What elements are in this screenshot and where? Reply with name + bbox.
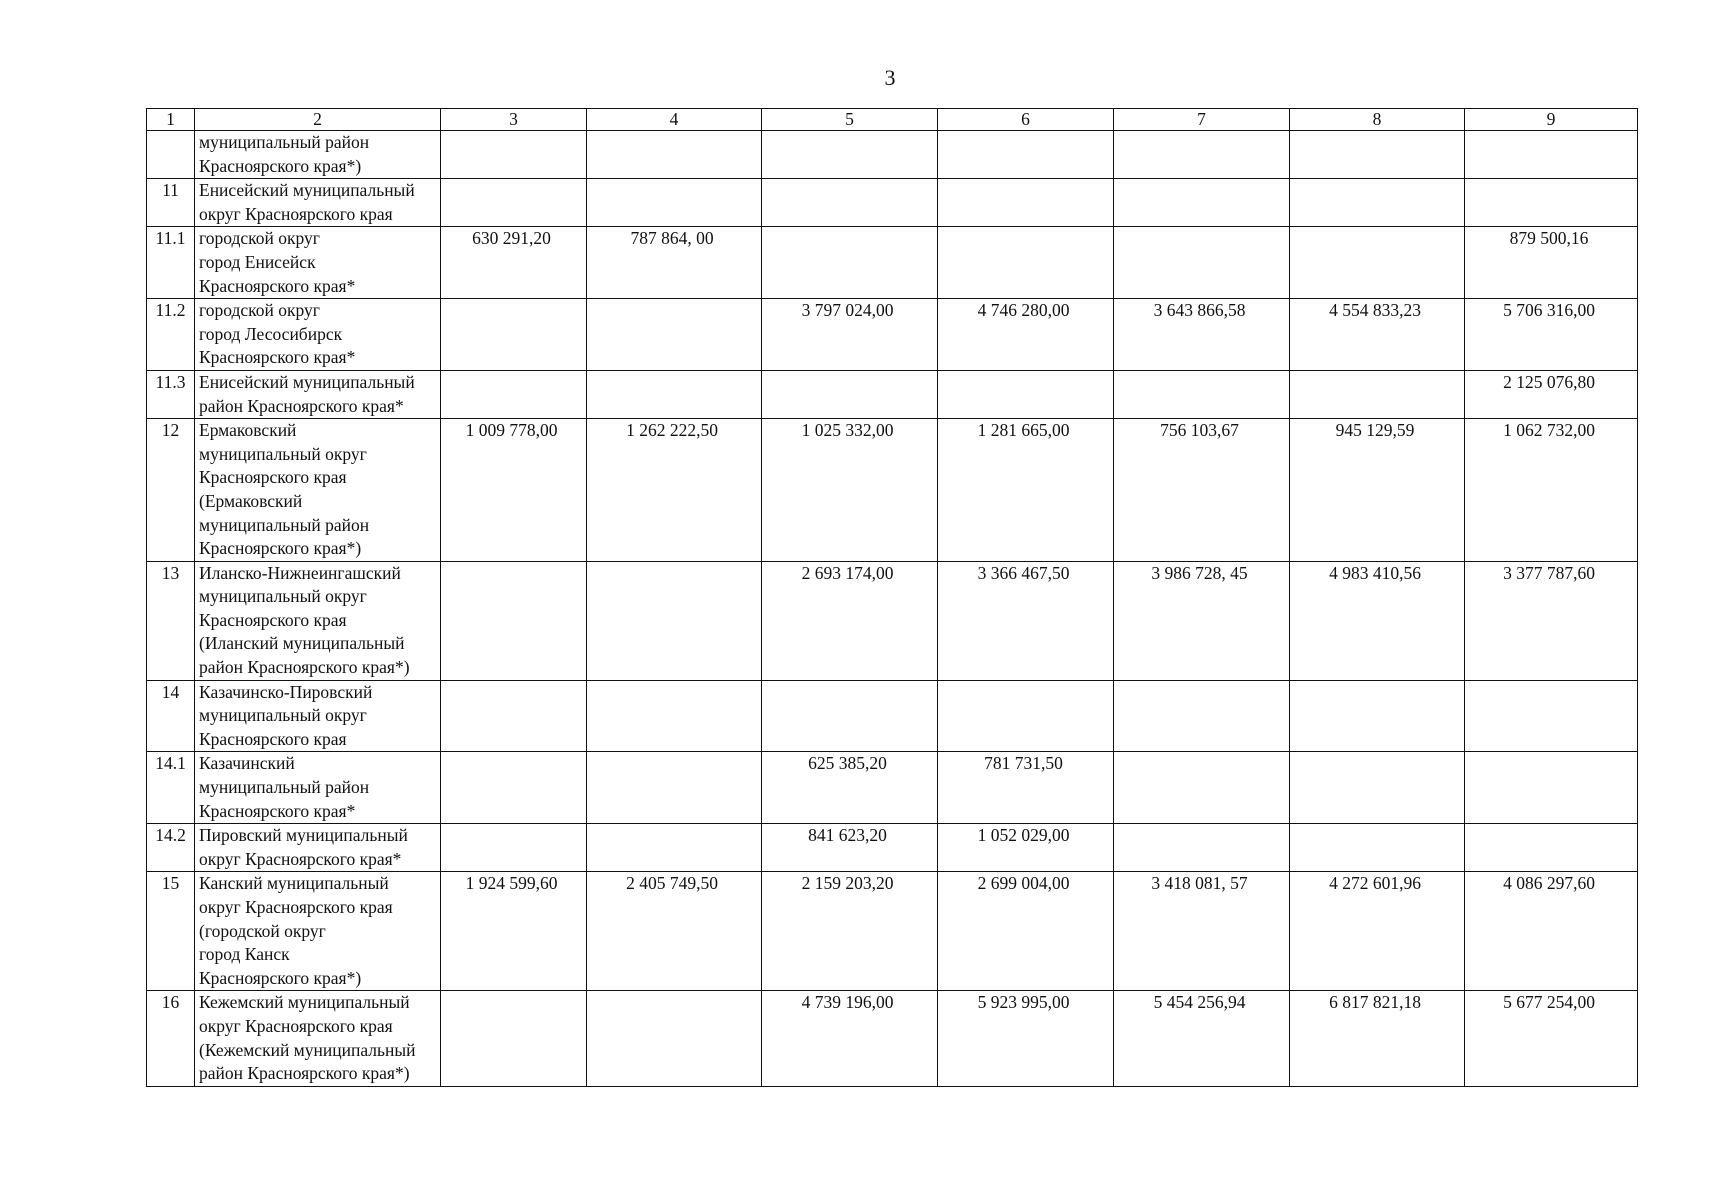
column-header-9: 9 xyxy=(1465,109,1638,131)
value-cell-col-9: 5 706 316,00 xyxy=(1465,299,1638,371)
municipality-name-cell: Енисейский муниципальный округ Красноярского края xyxy=(195,179,441,227)
table-row xyxy=(147,561,1638,680)
value-cell-col-3 xyxy=(441,179,587,227)
page-number: 3 xyxy=(884,65,896,90)
value-cell-col-5: 625 385,20 xyxy=(762,752,938,824)
value-cell-col-7 xyxy=(1114,370,1290,418)
value-cell-col-9: 3 377 787,60 xyxy=(1465,561,1638,680)
value-cell-col-7: 3 986 728, 45 xyxy=(1114,561,1290,680)
value-cell-col-6: 3 366 467,50 xyxy=(938,561,1114,680)
column-header-1: 1 xyxy=(147,109,195,131)
municipality-name-cell: Иланско-Нижнеингашский муниципальный округ Красноярского края (Иланский муниципальный район Красноярского края*) xyxy=(195,561,441,680)
value-cell-col-8 xyxy=(1290,370,1465,418)
table-header xyxy=(147,109,1638,131)
value-cell-col-7 xyxy=(1114,824,1290,872)
value-cell-col-6: 1 052 029,00 xyxy=(938,824,1114,872)
column-header-2: 2 xyxy=(195,109,441,131)
value-cell-col-6 xyxy=(938,227,1114,299)
value-cell-col-6 xyxy=(938,179,1114,227)
value-cell-col-7 xyxy=(1114,680,1290,752)
value-cell-col-8 xyxy=(1290,227,1465,299)
value-cell-col-5 xyxy=(762,227,938,299)
municipality-name-cell: городской округ город Енисейск Красноярского края* xyxy=(195,227,441,299)
value-cell-col-4 xyxy=(587,752,762,824)
value-cell-col-8: 945 129,59 xyxy=(1290,419,1465,562)
value-cell-col-3 xyxy=(441,991,587,1086)
value-cell-col-4 xyxy=(587,370,762,418)
column-header-7: 7 xyxy=(1114,109,1290,131)
value-cell-col-9: 879 500,16 xyxy=(1465,227,1638,299)
municipality-name-cell: муниципальный район Красноярского края*) xyxy=(195,131,441,179)
value-cell-col-3 xyxy=(441,561,587,680)
value-cell-col-5 xyxy=(762,179,938,227)
value-cell-col-8 xyxy=(1290,131,1465,179)
value-cell-col-9 xyxy=(1465,752,1638,824)
table-row xyxy=(147,370,1638,418)
row-number-cell: 11.1 xyxy=(147,227,195,299)
value-cell-col-8: 4 272 601,96 xyxy=(1290,872,1465,991)
table-row xyxy=(147,752,1638,824)
table-row xyxy=(147,824,1638,872)
value-cell-col-7 xyxy=(1114,227,1290,299)
value-cell-col-3 xyxy=(441,680,587,752)
row-number-cell: 11.2 xyxy=(147,299,195,371)
row-number-cell: 14 xyxy=(147,680,195,752)
value-cell-col-7 xyxy=(1114,179,1290,227)
value-cell-col-4 xyxy=(587,299,762,371)
header-row xyxy=(147,109,1638,131)
row-number-cell: 11.3 xyxy=(147,370,195,418)
value-cell-col-7: 756 103,67 xyxy=(1114,419,1290,562)
value-cell-col-4 xyxy=(587,680,762,752)
value-cell-col-5: 3 797 024,00 xyxy=(762,299,938,371)
municipality-name-cell: Пировский муниципальный округ Красноярского края* xyxy=(195,824,441,872)
value-cell-col-4 xyxy=(587,991,762,1086)
value-cell-col-9 xyxy=(1465,131,1638,179)
row-number-cell xyxy=(147,131,195,179)
value-cell-col-7 xyxy=(1114,131,1290,179)
value-cell-col-5 xyxy=(762,370,938,418)
value-cell-col-3: 1 009 778,00 xyxy=(441,419,587,562)
value-cell-col-9: 2 125 076,80 xyxy=(1465,370,1638,418)
value-cell-col-9 xyxy=(1465,179,1638,227)
value-cell-col-4 xyxy=(587,561,762,680)
municipality-name-cell: Ермаковский муниципальный округ Красноярского края (Ермаковский муниципальный район Красноярского края*) xyxy=(195,419,441,562)
value-cell-col-4 xyxy=(587,179,762,227)
value-cell-col-7: 3 418 081, 57 xyxy=(1114,872,1290,991)
value-cell-col-5 xyxy=(762,131,938,179)
value-cell-col-4: 2 405 749,50 xyxy=(587,872,762,991)
municipality-name-cell: Енисейский муниципальный район Красноярского края* xyxy=(195,370,441,418)
municipality-name-cell: городской округ город Лесосибирск Красноярского края* xyxy=(195,299,441,371)
value-cell-col-5 xyxy=(762,680,938,752)
value-cell-col-5: 2 693 174,00 xyxy=(762,561,938,680)
row-number-cell: 13 xyxy=(147,561,195,680)
value-cell-col-3 xyxy=(441,299,587,371)
table-row xyxy=(147,419,1638,562)
value-cell-col-6 xyxy=(938,131,1114,179)
value-cell-col-3 xyxy=(441,370,587,418)
value-cell-col-9: 4 086 297,60 xyxy=(1465,872,1638,991)
municipality-name-cell: Кежемский муниципальный округ Красноярского края (Кежемский муниципальный район Красноярского края*) xyxy=(195,991,441,1086)
value-cell-col-8: 6 817 821,18 xyxy=(1290,991,1465,1086)
value-cell-col-9: 5 677 254,00 xyxy=(1465,991,1638,1086)
value-cell-col-5: 841 623,20 xyxy=(762,824,938,872)
value-cell-col-3: 630 291,20 xyxy=(441,227,587,299)
row-number-cell: 16 xyxy=(147,991,195,1086)
value-cell-col-5: 2 159 203,20 xyxy=(762,872,938,991)
value-cell-col-3: 1 924 599,60 xyxy=(441,872,587,991)
data-table xyxy=(146,108,1638,1087)
table-row xyxy=(147,680,1638,752)
column-header-8: 8 xyxy=(1290,109,1465,131)
value-cell-col-8 xyxy=(1290,179,1465,227)
value-cell-col-5: 1 025 332,00 xyxy=(762,419,938,562)
value-cell-col-7: 5 454 256,94 xyxy=(1114,991,1290,1086)
value-cell-col-3 xyxy=(441,824,587,872)
column-header-3: 3 xyxy=(441,109,587,131)
municipality-name-cell: Казачинско-Пировский муниципальный округ Красноярского края xyxy=(195,680,441,752)
value-cell-col-9 xyxy=(1465,680,1638,752)
value-cell-col-6 xyxy=(938,680,1114,752)
value-cell-col-3 xyxy=(441,752,587,824)
value-cell-col-9: 1 062 732,00 xyxy=(1465,419,1638,562)
value-cell-col-6 xyxy=(938,370,1114,418)
value-cell-col-7 xyxy=(1114,752,1290,824)
table-row xyxy=(147,299,1638,371)
column-header-6: 6 xyxy=(938,109,1114,131)
value-cell-col-4 xyxy=(587,131,762,179)
value-cell-col-4: 787 864, 00 xyxy=(587,227,762,299)
value-cell-col-6: 781 731,50 xyxy=(938,752,1114,824)
value-cell-col-8 xyxy=(1290,824,1465,872)
table-row xyxy=(147,179,1638,227)
municipality-name-cell: Канский муниципальный округ Красноярского края (городской округ город Канск Красноярского края*) xyxy=(195,872,441,991)
municipality-name-cell: Казачинский муниципальный район Красноярского края* xyxy=(195,752,441,824)
value-cell-col-8 xyxy=(1290,752,1465,824)
value-cell-col-6: 5 923 995,00 xyxy=(938,991,1114,1086)
value-cell-col-7: 3 643 866,58 xyxy=(1114,299,1290,371)
value-cell-col-5: 4 739 196,00 xyxy=(762,991,938,1086)
table-body xyxy=(147,131,1638,1087)
value-cell-col-8: 4 554 833,23 xyxy=(1290,299,1465,371)
row-number-cell: 14.1 xyxy=(147,752,195,824)
table-row xyxy=(147,991,1638,1086)
table-row xyxy=(147,872,1638,991)
value-cell-col-6: 4 746 280,00 xyxy=(938,299,1114,371)
column-header-5: 5 xyxy=(762,109,938,131)
value-cell-col-8 xyxy=(1290,680,1465,752)
row-number-cell: 15 xyxy=(147,872,195,991)
row-number-cell: 14.2 xyxy=(147,824,195,872)
value-cell-col-3 xyxy=(441,131,587,179)
value-cell-col-8: 4 983 410,56 xyxy=(1290,561,1465,680)
row-number-cell: 12 xyxy=(147,419,195,562)
value-cell-col-6: 1 281 665,00 xyxy=(938,419,1114,562)
column-header-4: 4 xyxy=(587,109,762,131)
row-number-cell: 11 xyxy=(147,179,195,227)
table-row xyxy=(147,227,1638,299)
table-row xyxy=(147,131,1638,179)
value-cell-col-6: 2 699 004,00 xyxy=(938,872,1114,991)
value-cell-col-4 xyxy=(587,824,762,872)
value-cell-col-9 xyxy=(1465,824,1638,872)
value-cell-col-4: 1 262 222,50 xyxy=(587,419,762,562)
